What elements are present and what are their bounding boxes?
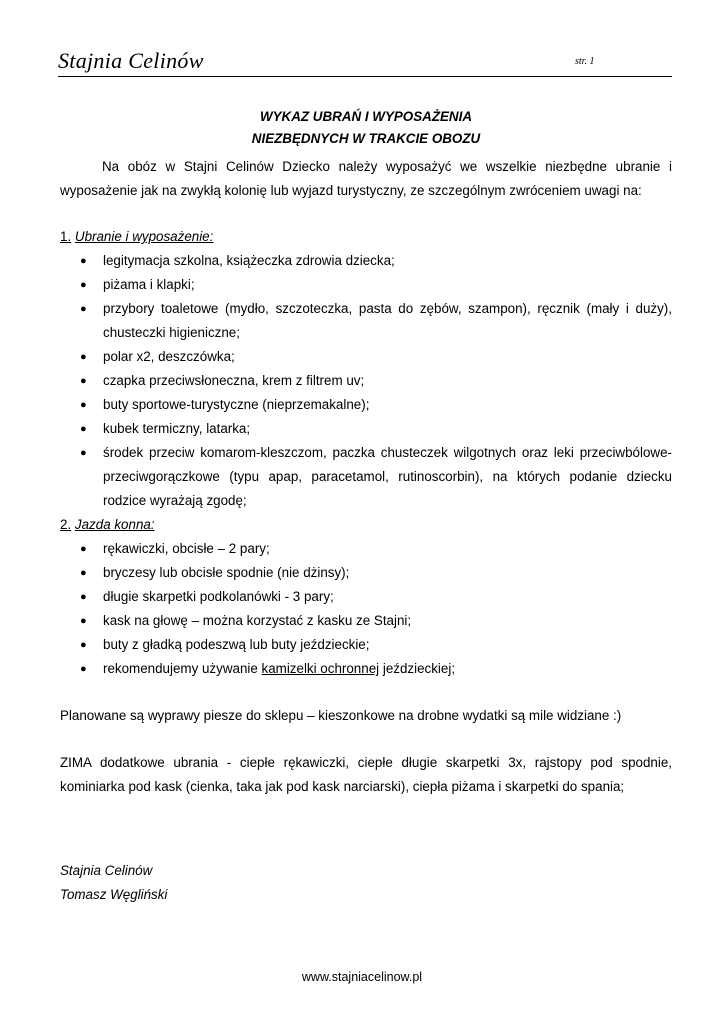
section-1-number: 1. xyxy=(60,229,72,244)
list-item xyxy=(60,345,672,369)
document-body xyxy=(60,106,672,907)
document-title-line2: NIEZBĘDNYCH W TRAKCIE OBOZU xyxy=(251,131,481,146)
bullet-icon: ● xyxy=(80,591,87,603)
list-item xyxy=(60,441,672,513)
bullet-icon: ● xyxy=(80,351,87,363)
list-item-text: buty z gładką podeszwą lub buty jeździeckie; xyxy=(103,637,370,652)
page-header xyxy=(58,44,672,77)
section-2-heading xyxy=(60,513,672,537)
winter-note: ZIMA dodatkowe ubrania - ciepłe rękawiczki, ciepłe długie skarpetki 3x, rajstopy pod spodnie, kominiarka pod kask (cienka, taka jak pod kask narciarski), ciepła piżama i skarpetki do spania; xyxy=(60,755,672,794)
section-2-number: 2. xyxy=(60,517,72,532)
list-item xyxy=(60,561,672,585)
list-item xyxy=(60,537,672,561)
list-item-text-after: jeździeckiej; xyxy=(379,661,456,676)
bullet-icon: ● xyxy=(80,615,87,627)
list-item-text: środek przeciw komarom-kleszczom, paczka chusteczek wilgotnych oraz leki przeciwbólowe-przeciwgorączkowe (typu apap, paracetamol, rutinoscorbin), na których podanie dziecku rodzice wyrażają zgodę; xyxy=(103,445,672,508)
list-item xyxy=(60,417,672,441)
trips-note: Planowane są wyprawy piesze do sklepu – kieszonkowe na drobne wydatki są mile widziane :) xyxy=(60,708,622,723)
list-item-text: czapka przeciwsłoneczna, krem z filtrem uv; xyxy=(103,373,365,388)
list-item xyxy=(60,585,672,609)
list-item-text: rękawiczki, obcisłe – 2 pary; xyxy=(103,541,270,556)
bullet-icon: ● xyxy=(80,567,87,579)
section-1-label: Ubranie i wyposażenie: xyxy=(74,229,214,244)
footer-url: www.stajniacelinow.pl xyxy=(301,970,423,984)
list-item xyxy=(60,657,672,681)
list-item xyxy=(60,273,672,297)
section-1-heading xyxy=(60,225,672,249)
bullet-icon: ● xyxy=(80,279,87,291)
bullet-icon: ● xyxy=(80,423,87,435)
signature-block xyxy=(60,859,672,907)
brand-name: Stajnia Celinów xyxy=(58,48,204,73)
list-item-text: buty sportowe-turystyczne (nieprzemakalne); xyxy=(103,397,370,412)
list-item xyxy=(60,297,672,345)
bullet-icon: ● xyxy=(80,543,87,555)
list-item-text: piżama i klapki; xyxy=(103,277,195,292)
list-item-text-underlined: kamizelki ochronnej xyxy=(261,661,380,676)
page-number: str. 1 xyxy=(575,56,595,67)
list-item xyxy=(60,393,672,417)
bullet-icon: ● xyxy=(80,447,87,459)
list-item-text: długie skarpetki podkolanówki - 3 pary; xyxy=(103,589,334,604)
bullet-icon: ● xyxy=(80,399,87,411)
list-item xyxy=(60,369,672,393)
bullet-icon: ● xyxy=(80,375,87,387)
list-item-text-before: rekomendujemy używanie xyxy=(103,661,262,676)
list-item-text: bryczesy lub obcisłe spodnie (nie dżinsy); xyxy=(103,565,350,580)
list-item xyxy=(60,633,672,657)
section-2-list xyxy=(60,537,672,681)
list-item xyxy=(60,249,672,273)
list-item-text: polar x2, deszczówka; xyxy=(103,349,235,364)
list-item-text: kask na głowę – można korzystać z kasku ze Stajni; xyxy=(103,613,412,628)
intro-paragraph: Na obóz w Stajni Celinów Dziecko należy wyposażyć we wszelkie niezbędne ubranie i wyposażenie jak na zwykłą kolonię lub wyjazd turystyczny, ze szczególnym zwróceniem uwagi na: xyxy=(60,159,672,198)
bullet-icon: ● xyxy=(80,303,87,315)
bullet-icon: ● xyxy=(80,663,87,675)
signature-person: Tomasz Węgliński xyxy=(60,887,168,902)
list-item-text: przybory toaletowe (mydło, szczoteczka, pasta do zębów, szampon), ręcznik (mały i duży), chusteczki higieniczne; xyxy=(103,301,672,340)
list-item-text: legitymacja szkolna, książeczka zdrowia dziecka; xyxy=(103,253,395,268)
document-title-line1: WYKAZ UBRAŃ I WYPOSAŻENIA xyxy=(259,109,472,124)
bullet-icon: ● xyxy=(80,639,87,651)
section-1-list xyxy=(60,249,672,513)
list-item-text: kubek termiczny, latarka; xyxy=(103,421,251,436)
section-2-label: Jazda konna: xyxy=(74,517,155,532)
list-item xyxy=(60,609,672,633)
bullet-icon: ● xyxy=(80,255,87,267)
signature-company: Stajnia Celinów xyxy=(60,863,153,878)
